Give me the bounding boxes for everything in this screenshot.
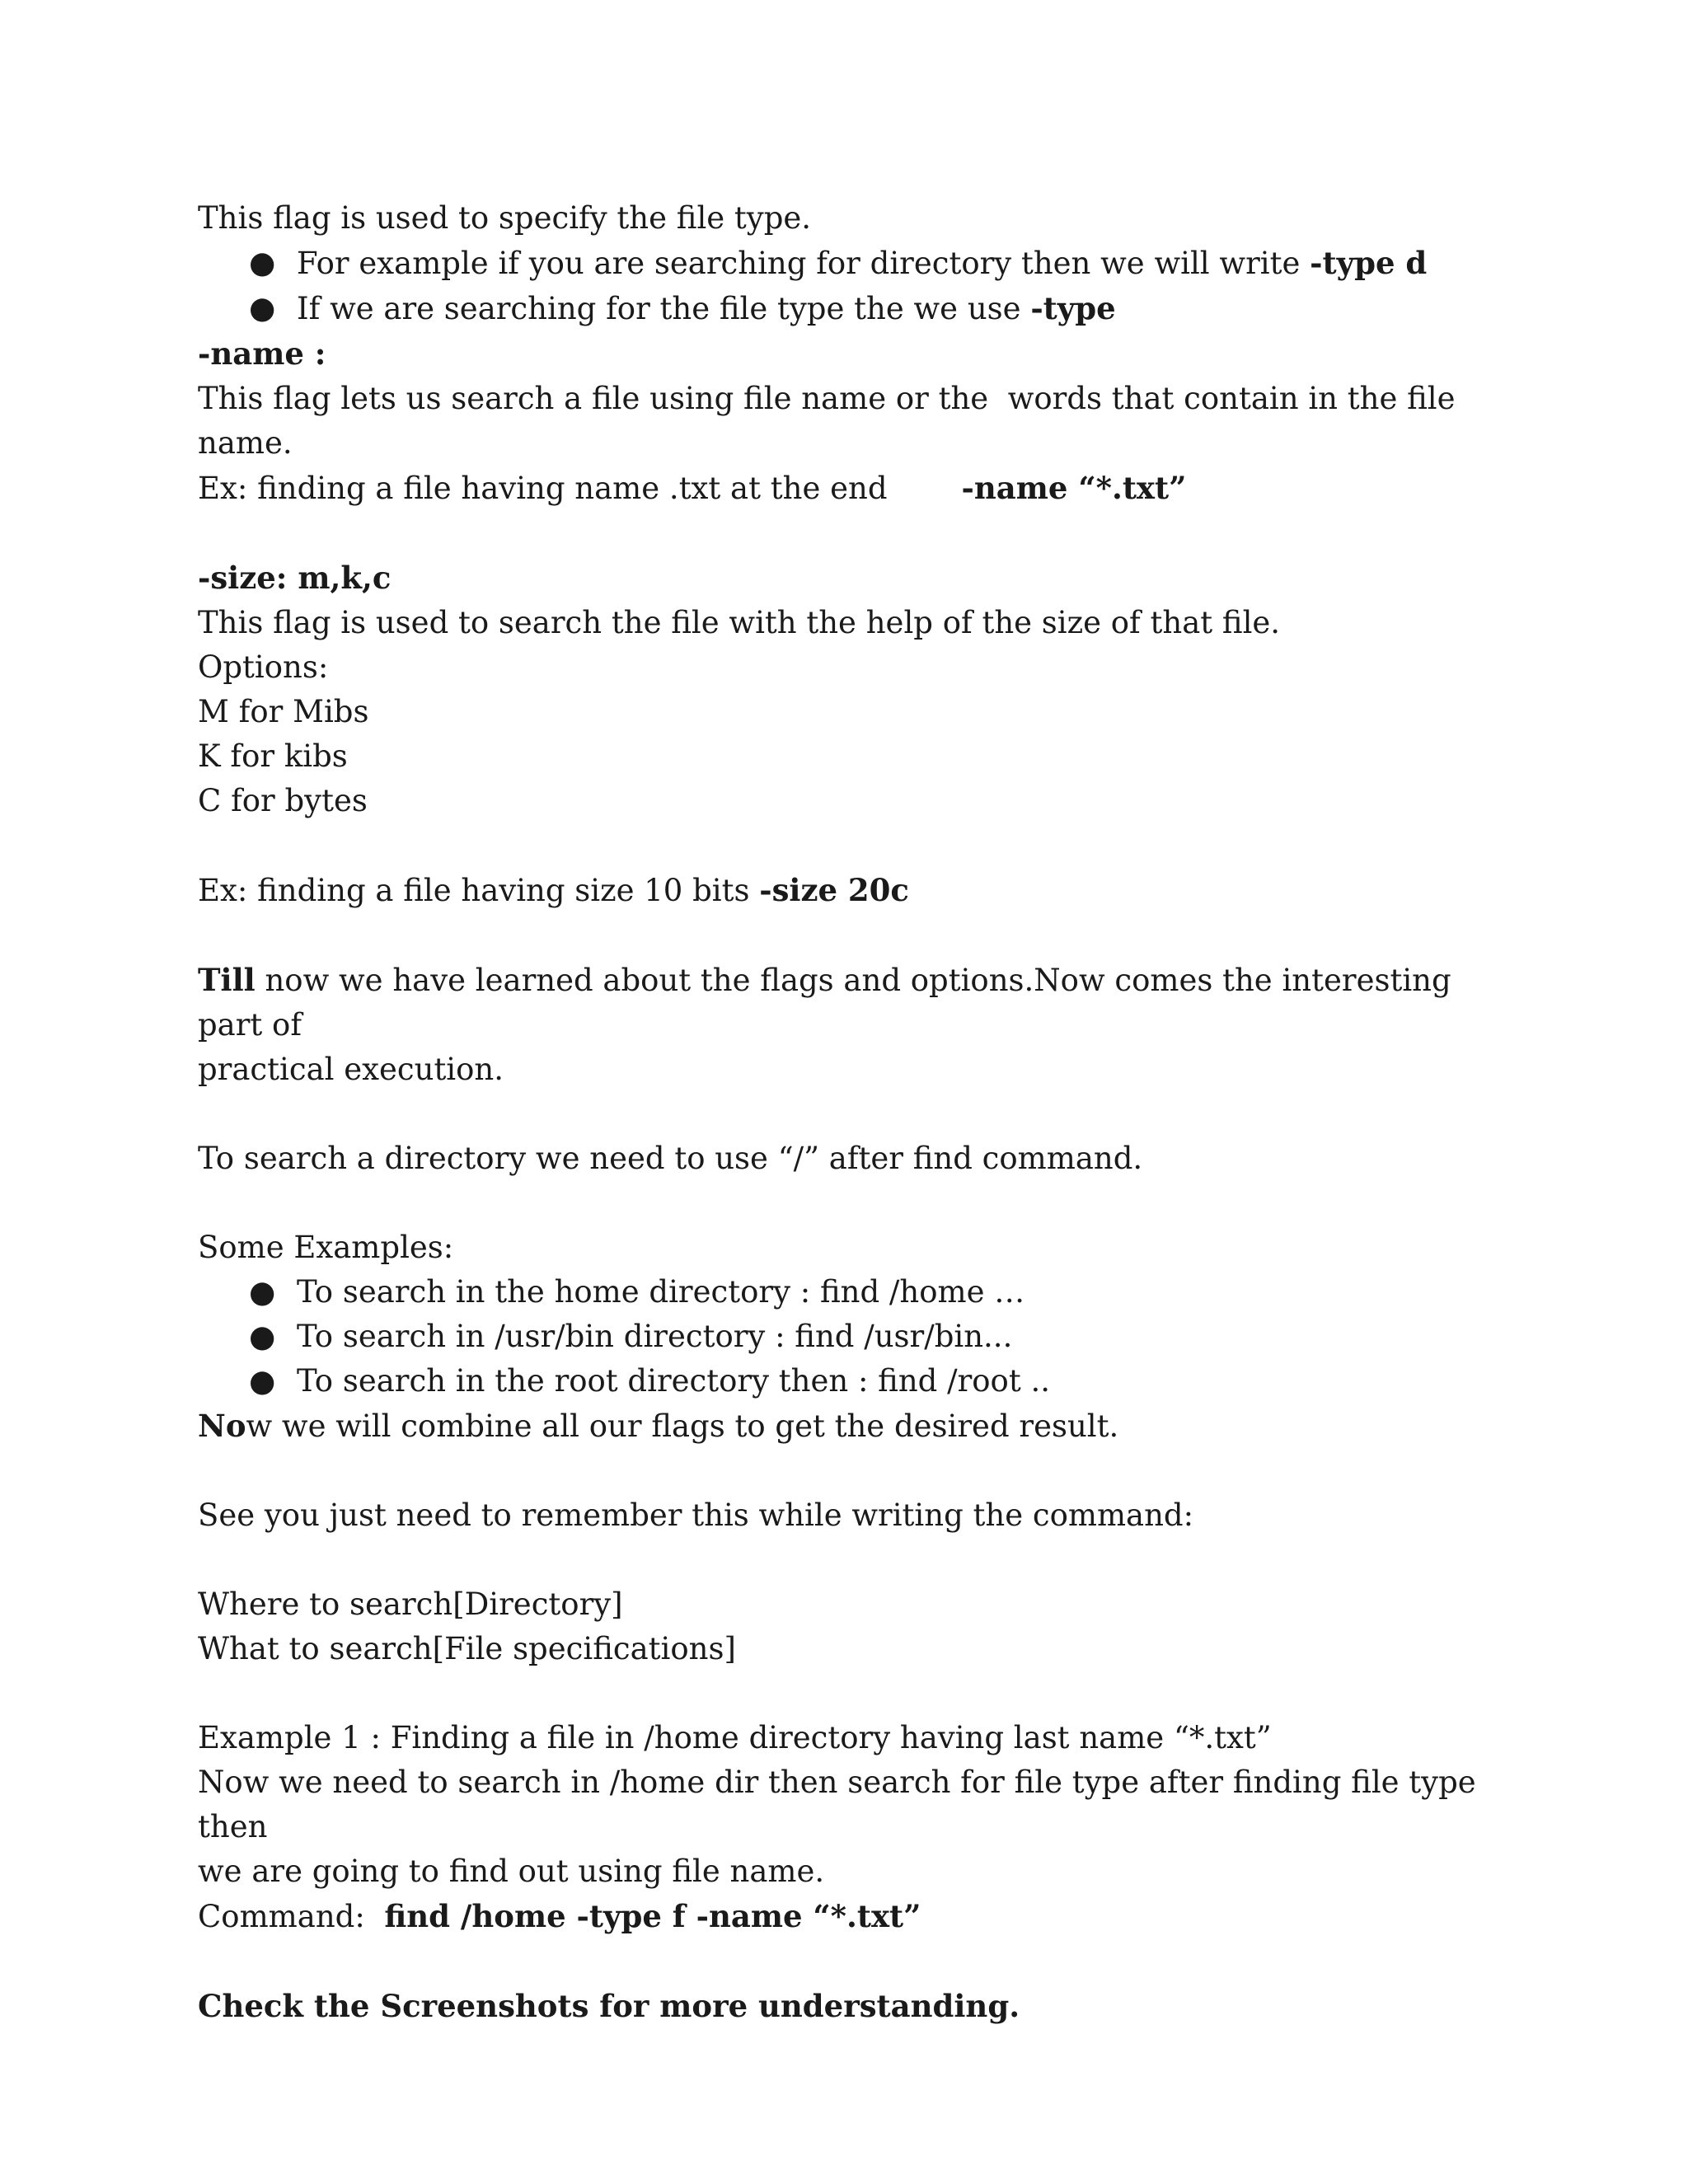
size-flag-example — [198, 868, 1500, 913]
list-item — [198, 1359, 1500, 1404]
size-flag-heading — [198, 555, 1500, 601]
combine-text: w we will combine all our flags to get the desired result. — [246, 1408, 1119, 1444]
combine-flags-line — [198, 1404, 1500, 1449]
options-label: Options: — [198, 649, 329, 685]
size-example-command: -size 20c — [759, 872, 909, 908]
example-1-description-line-2: we are going to find out using file name. — [198, 1854, 825, 1889]
size-flag-heading-text: -size: m,k,c — [198, 560, 392, 596]
example-text: To search in /usr/bin directory : find /usr/bin... — [297, 1319, 1013, 1354]
example-1-description-line-1: Now we need to search in /home dir then search for file type after finding file type then — [198, 1765, 1486, 1844]
list-item — [198, 241, 1500, 286]
size-example-text: Ex: finding a file having size 10 bits — [198, 873, 760, 908]
search-directory-line: To search a directory we need to use “/” after find command. — [198, 1141, 1143, 1176]
name-flag-description: This flag lets us search a file using file name or the words that contain in the file name. — [198, 381, 1465, 461]
check-screenshots-line — [198, 1984, 1500, 2029]
remember-line: See you just need to remember this while writing the command: — [198, 1497, 1194, 1533]
example-text: To search in the root directory then : find /root .. — [297, 1363, 1050, 1399]
name-example-text: Ex: finding a file having name .txt at the end — [198, 471, 888, 506]
examples-list — [198, 1270, 1500, 1404]
option-line: M for Mibs — [198, 694, 369, 729]
bullet-command: -type — [1030, 290, 1116, 326]
option-line: K for kibs — [198, 738, 348, 774]
name-flag-example — [198, 466, 1500, 511]
now-bold-prefix: No — [198, 1408, 246, 1444]
command-line — [198, 1894, 1500, 1939]
what-line: What to search[File specifications] — [198, 1631, 736, 1666]
list-item — [198, 1270, 1500, 1315]
till-paragraph-line-1 — [198, 958, 1500, 1047]
bullet-icon: ● — [249, 245, 276, 280]
bullet-command: -type d — [1310, 245, 1428, 281]
bullet-icon: ● — [249, 1274, 276, 1310]
bullet-icon: ● — [249, 1319, 276, 1354]
till-bold-word: Till — [198, 962, 256, 998]
command-value: find /home -type f -name “*.txt” — [384, 1898, 921, 1934]
command-label: Command: — [198, 1899, 385, 1934]
document-body — [198, 196, 1500, 2029]
till-paragraph-line-2: practical execution. — [198, 1052, 504, 1087]
type-flag-description: This flag is used to specify the file type. — [198, 200, 812, 236]
some-examples-label: Some Examples: — [198, 1230, 454, 1265]
option-line: C for bytes — [198, 783, 368, 818]
till-text: now we have learned about the flags and options.Now comes the interesting part of — [198, 963, 1461, 1043]
name-flag-heading-text: -name : — [198, 335, 326, 372]
type-flag-bullets — [198, 241, 1500, 331]
name-flag-heading — [198, 331, 1500, 377]
where-line: Where to search[Directory] — [198, 1586, 623, 1622]
check-screenshots-text: Check the Screenshots for more understanding. — [198, 1988, 1020, 2024]
list-item — [198, 1315, 1500, 1359]
example-text: To search in the home directory : find /home … — [297, 1274, 1025, 1310]
bullet-text: For example if you are searching for directory then we will write — [297, 246, 1311, 281]
example-1-heading: Example 1 : Finding a file in /home directory having last name “*.txt” — [198, 1720, 1272, 1755]
size-flag-description: This flag is used to search the file with the help of the size of that file. — [198, 605, 1281, 640]
name-example-command: -name “*.txt” — [961, 470, 1187, 506]
bullet-icon: ● — [249, 290, 276, 326]
list-item — [198, 286, 1500, 331]
bullet-text: If we are searching for the file type the we use — [297, 291, 1031, 326]
bullet-icon: ● — [249, 1363, 276, 1399]
